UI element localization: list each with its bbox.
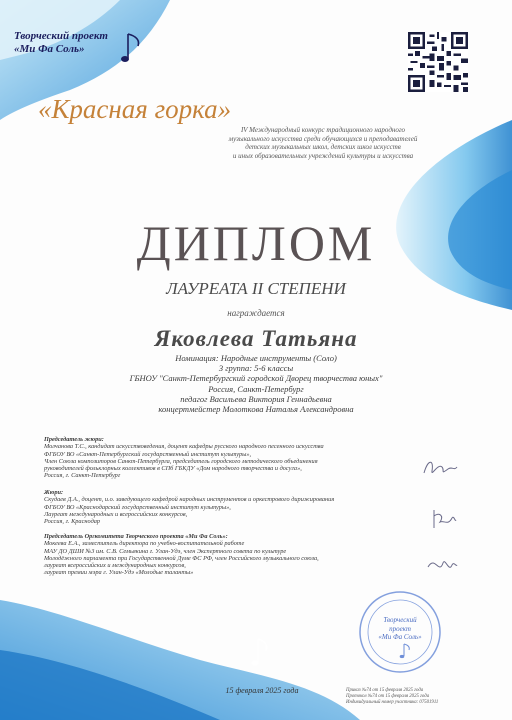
stamp-line: проект: [389, 624, 411, 633]
committee-chair-heading: Председатель Оргкомитета Творческого проекта «Ми Фа Соль»:: [44, 533, 228, 540]
stamp-line: Творческий: [383, 616, 417, 624]
signature-jury: [428, 506, 458, 532]
detail-line: 3 группа: 5-6 классы: [218, 363, 294, 374]
protocol-line: Приказ №74 от 15 февраля 2025 года: [346, 688, 424, 693]
stamp-text: [358, 616, 442, 642]
organizer-line-2: «Ми Фа Соль»: [14, 43, 85, 55]
awarded-label: награждается: [227, 308, 285, 318]
detail-line: педагог Васильева Виктория Геннадьевна: [180, 393, 332, 404]
diploma-degree: ЛАУРЕАТА II СТЕПЕНИ: [166, 279, 346, 298]
jury-line: Лауреат международных и всероссийских конкурсов,: [44, 510, 188, 518]
event-subtitle: [213, 126, 433, 160]
committee-chair-block: [44, 533, 384, 577]
jury-chair-block: [44, 436, 384, 480]
jury-heading: Жюри:: [44, 489, 64, 496]
protocol-line: Протокол №74 от 15 февраля 2025 года: [346, 694, 430, 699]
jury-chair-line: Россия, г. Санкт-Петербург: [44, 472, 121, 480]
event-title: «Красная горка»: [38, 94, 232, 124]
stamp-line: «Ми Фа Соль»: [378, 633, 422, 641]
recipient-name: Яковлева Татьяна: [154, 326, 358, 351]
detail-line: концертмейстер Молоткова Наталья Александровна: [158, 404, 354, 415]
committee-chair-line: лауреат всероссийских и международных конкурсов,: [44, 562, 186, 570]
detail-line: Номинация: Народные инструменты (Соло): [175, 353, 337, 363]
event-subtitle-line: детских музыкальных школ, детских школ искусств: [245, 143, 401, 151]
jury-chair-line: Молчанова Т.С., кандидат искусствоведения, доцент кафедры русского народного песенного искусства: [44, 443, 324, 451]
protocol-info: [346, 688, 466, 706]
music-note-logo-icon: [246, 636, 274, 670]
protocol-line: Индивидуальный номер участника: 07501911: [346, 700, 439, 705]
committee-chair-line: лауреат премии мэра г. Улан-Удэ «Молодые таланты»: [44, 569, 194, 577]
committee-chair-line: МАУ ДО ДШИ №3 им. С.В. Семьякина г. Улан-Удэ, член Экспертного совета по культуре: [44, 547, 287, 555]
event-subtitle-line: музыкального искусства среди обучающихся и преподавателей: [228, 134, 418, 143]
music-note-icon: [118, 30, 148, 66]
signature-jury-chair: [420, 455, 460, 481]
qr-code[interactable]: [408, 32, 468, 92]
event-subtitle-line: IV Международный конкурс традиционного народного: [240, 126, 406, 134]
jury-line: Россия, г. Краснодар: [44, 518, 101, 526]
award-details: [0, 353, 512, 414]
jury-chair-line: ФГБОУ ВО «Санкт-Петербургский государственный институт культуры»,: [44, 450, 252, 458]
jury-chair-heading: Председатель жюри:: [44, 436, 104, 443]
event-subtitle-line: и иных образовательных учреждений культуры и искусства: [232, 151, 414, 160]
signature-committee-chair: [425, 553, 459, 579]
jury-chair-line: руководителей фольклорных коллективов в СПб ГБКДУ «Дом народного творчества и досуга»,: [44, 465, 302, 473]
detail-line: Россия, Санкт-Петербург: [208, 383, 304, 394]
jury-line: ФГБОУ ВО «Краснодарский государственный институт культуры»,: [44, 503, 231, 511]
jury-line: Скудаев Д.А., доцент, и.о. заведующего кафедрой народных инструментов и оркестрового дирижирования: [44, 496, 335, 504]
detail-line: ГБНОУ "Санкт-Петербургский городской Дворец творчества юных": [129, 373, 383, 384]
jury-block: [44, 489, 384, 525]
issue-date: 15 февраля 2025 года: [225, 686, 299, 695]
organizer-line-1: Творческий проект: [14, 30, 108, 42]
committee-chair-line: Мокеева Е.А., заместитель директора по учебно-воспитательной работе: [44, 540, 245, 548]
jury-chair-line: Член Союза композиторов Санкт-Петербурга, председатель городского методического объединения: [44, 457, 318, 465]
committee-chair-line: Молодёжного парламента при Государственной Думе ФС РФ, член Российского музыкального союза,: [44, 554, 319, 562]
diploma-title: ДИПЛОМ: [136, 215, 376, 271]
